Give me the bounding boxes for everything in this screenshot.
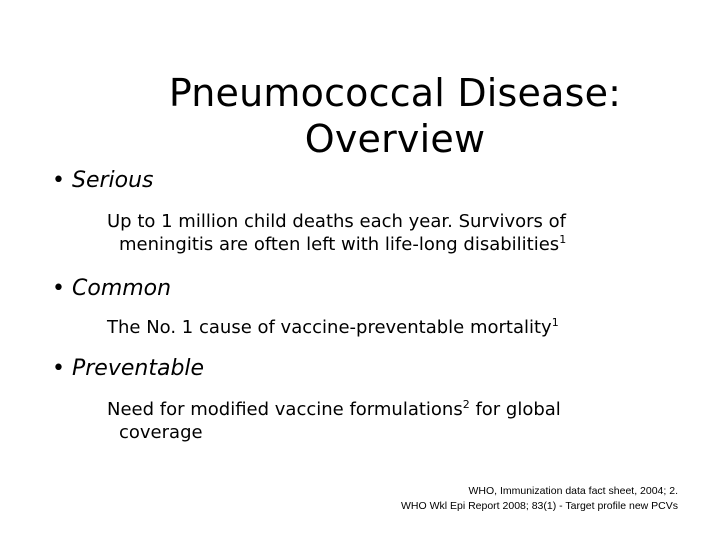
footnote-marker: 1 <box>559 233 567 246</box>
footnote-marker: 2 <box>462 398 470 411</box>
slide-title-line-2: Overview <box>304 117 486 161</box>
bullet-label: Serious <box>72 168 154 193</box>
description-line-indented: coverage <box>119 422 203 443</box>
description-line-indented <box>107 233 627 256</box>
references <box>401 484 678 514</box>
bullet-dot: • <box>52 168 65 193</box>
description-text: for global <box>469 399 561 420</box>
bullet-common-description <box>107 316 627 339</box>
description-text: meningitis are often left with life-long disabilities <box>119 234 560 255</box>
bullet-dot: • <box>52 276 65 301</box>
slide-title <box>160 70 630 162</box>
bullet-serious-description <box>107 210 627 256</box>
slide-title-line-1: Pneumococcal Disease: <box>168 71 622 115</box>
bullet-label: Common <box>72 276 172 301</box>
bullet-preventable-description <box>107 398 627 444</box>
bullet-serious <box>52 168 154 193</box>
bullet-preventable <box>52 356 204 381</box>
bullet-label: Preventable <box>72 356 205 381</box>
description-text: The No. 1 cause of vaccine-preventable mortality <box>107 317 552 338</box>
footnote-marker: 1 <box>551 316 559 329</box>
reference-line-1: WHO, Immunization data fact sheet, 2004; 2. <box>468 485 678 497</box>
bullet-dot: • <box>52 356 65 381</box>
bullet-common <box>52 276 171 301</box>
description-line: Up to 1 million child deaths each year. Survivors of <box>107 211 566 232</box>
reference-line-2: WHO Wkl Epi Report 2008; 83(1) - Target profile new PCVs <box>401 500 678 512</box>
description-text: Need for modified vaccine formulations <box>107 399 463 420</box>
